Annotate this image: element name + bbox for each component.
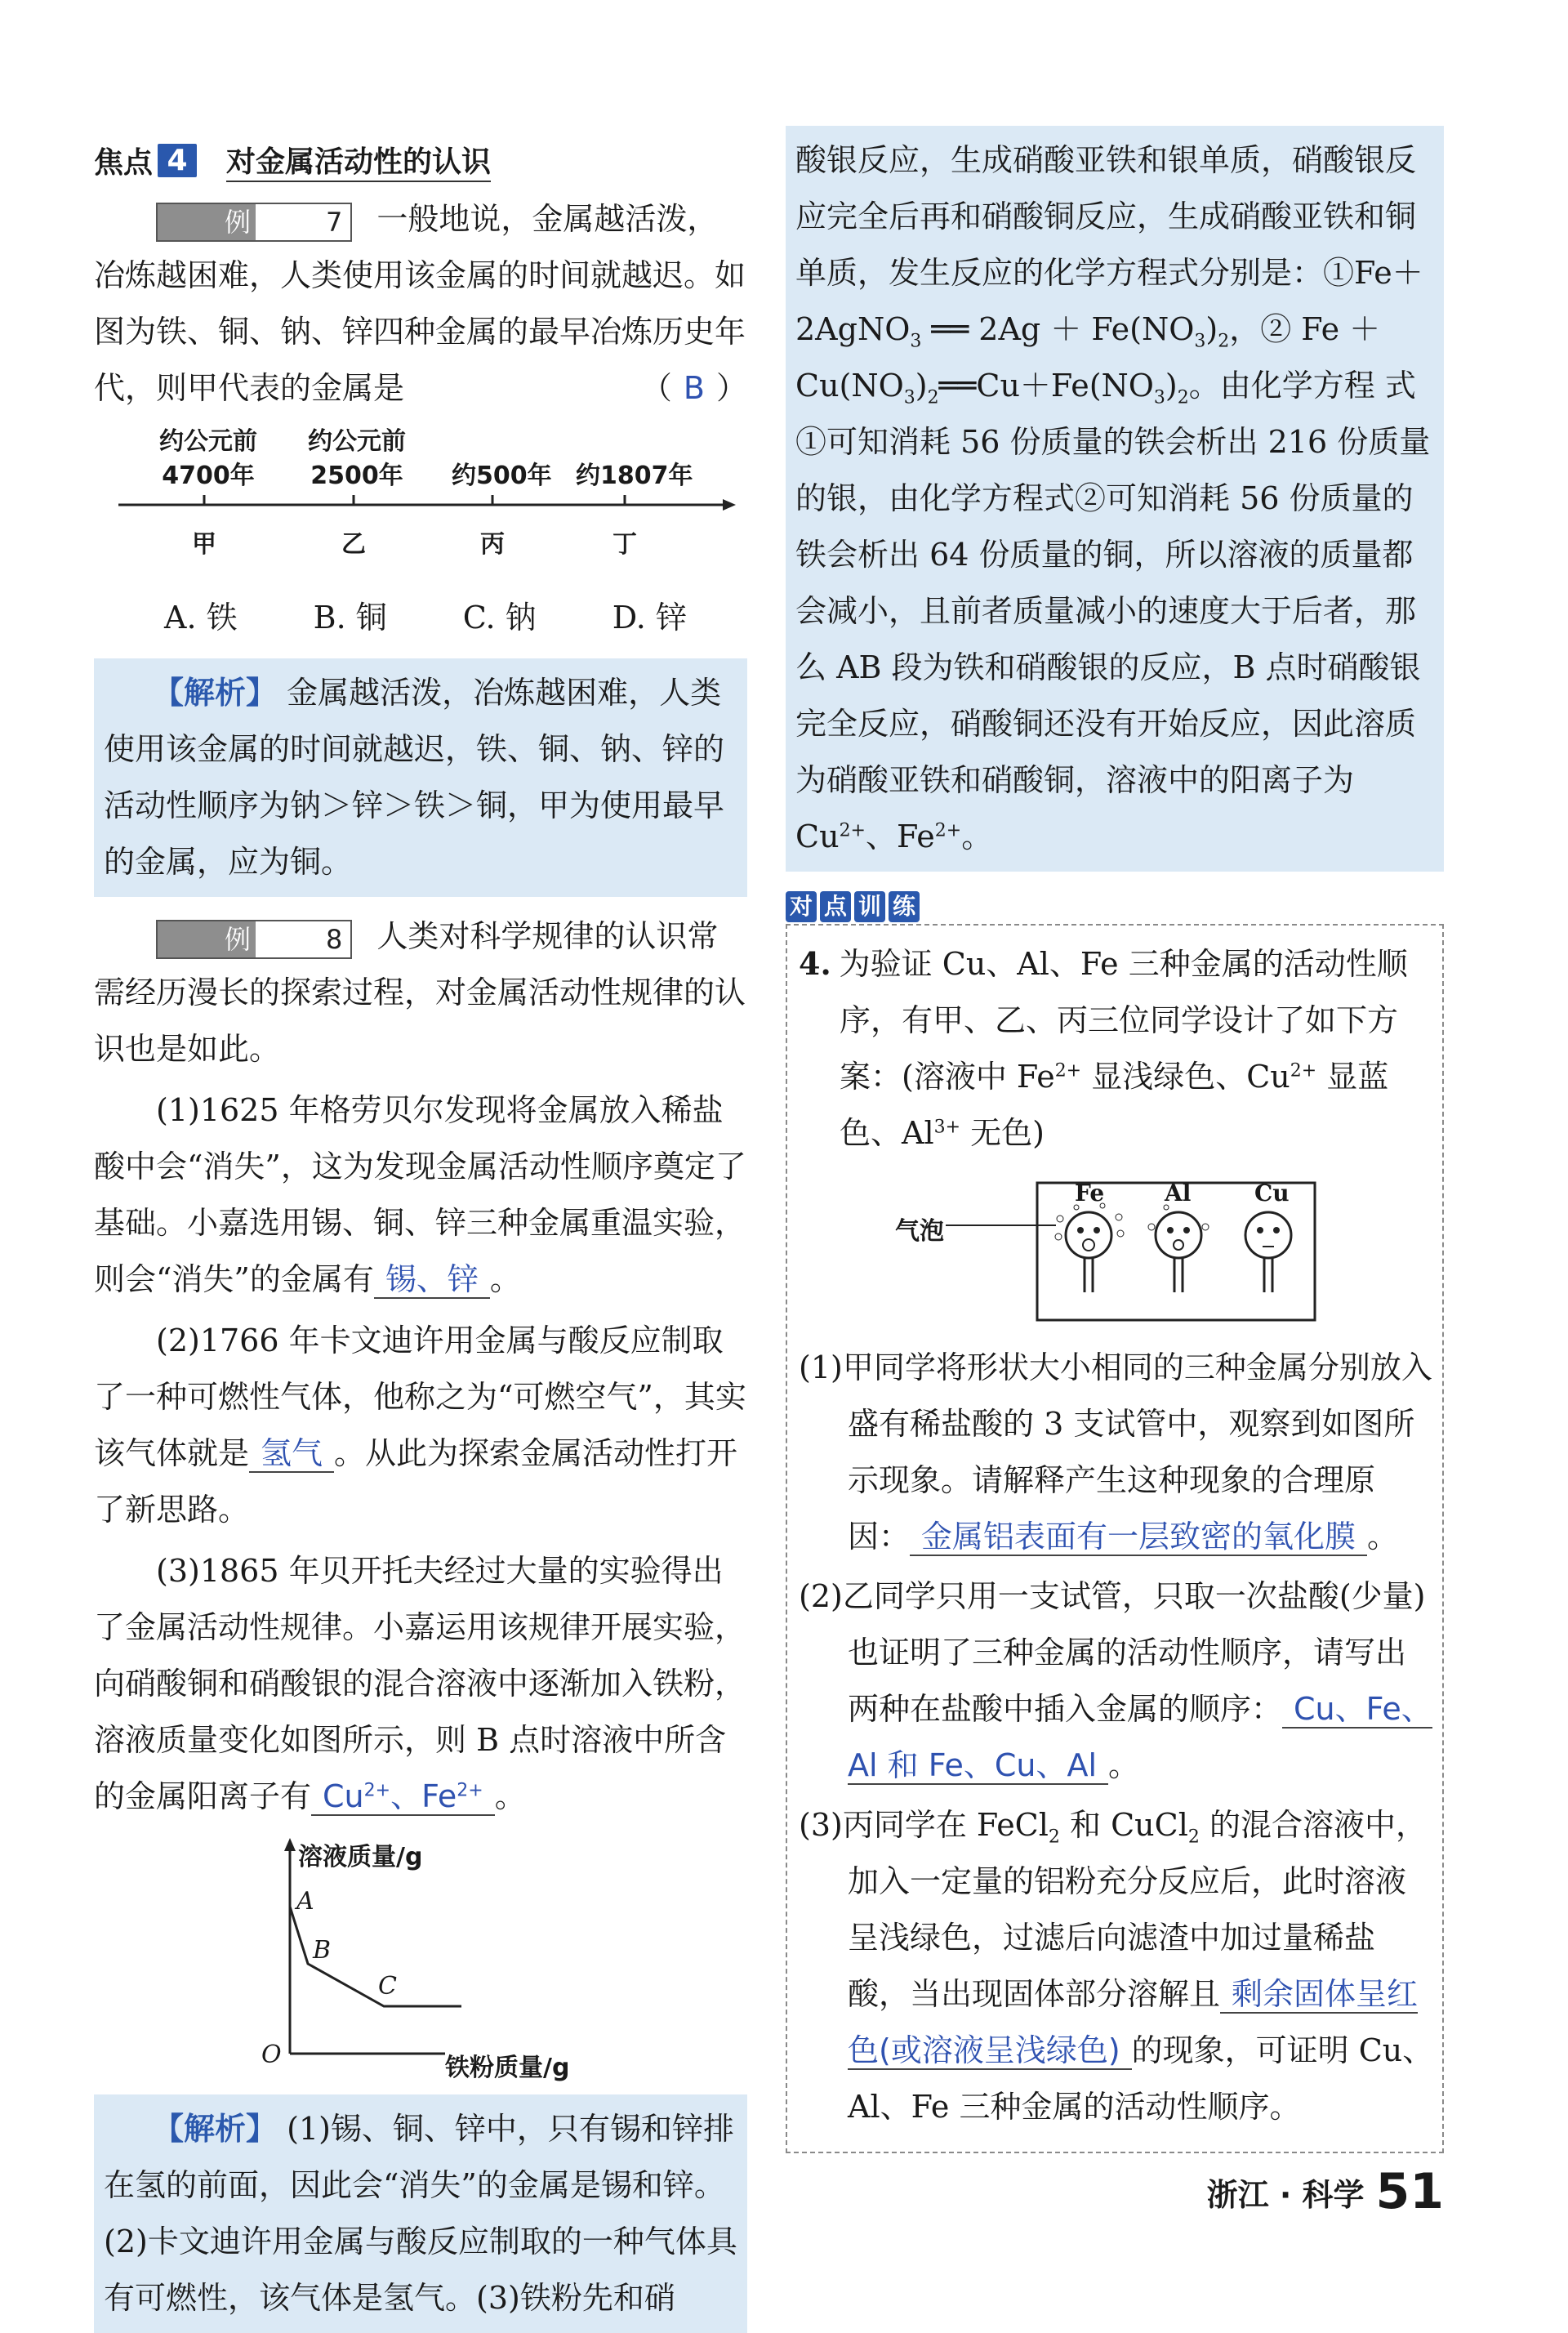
s1-answer: 金属铝表面有一层致密的氧化膜	[910, 1519, 1367, 1556]
practice-s3: (3)丙同学在 FeCl$_2$ 和 CuCl$_2$ 的混合溶液中，加入一定量的铝粉充分反应后，此时溶液呈浅绿色，过滤后向滤渣中加过量稀盐酸，当出现固体部分溶解且 剩余固体呈红色(或溶液呈浅绿色) 的现象，可证明 Cu、Al、Fe 三种金属的活动性顺序。	[799, 1807, 1434, 2125]
timeline-name-yi: 乙	[341, 530, 366, 559]
section-title: 对金属活动性的认识	[226, 139, 491, 182]
example-7-analysis: 【解析】 金属越活泼，冶炼越困难，人类使用该金属的时间就越迟，铁、铜、钠、锌的活动性顺序为钠＞锌＞铁＞铜，甲为使用最早的金属，应为铜。	[94, 658, 747, 897]
example-8-q1: (1)1625 年格劳贝尔发现将金属放入稀盐酸中会“消失”，这为发现金属活动性顺序奠定了基础。小嘉选用锡、铜、锌三种金属重温实验，则会“消失”的金属有 锡、锌 。	[94, 1092, 746, 1297]
graph-point-c: C	[378, 1972, 397, 2001]
example-8-analysis-left: 【解析】 (1)锡、铜、锌中，只有锡和锌排在氢的前面，因此会“消失”的金属是锡和锌。(2)卡文迪许用金属与酸反应制取的一种气体具有可燃性，该气体是氢气。(3)铁粉先和硝	[94, 2094, 747, 2333]
example-8-analysis-right: 酸银反应，生成硝酸亚铁和银单质，硝酸银反应完全后再和硝酸铜反应，生成硝酸亚铁和铜单质，发生反应的化学方程式分别是：①Fe＋ 2AgNO$_3$ ══ $2Ag + Fe(NO_3)_2$，② Fe ＋ $Cu(NO_3)_2══Cu+Fe(NO_3)_2$。由化学方程 式①可知消耗 56 份质量的铁会析出 216 份质量的银，由化学方程式②可知消耗 56 份质量的铁会析出 64 份质量的铜，所以溶液的质量都会减小，且前者质量减小的速度大于后者，那么 AB 段为铁和硝酸银的反应，B 点时硝酸银完全反应，硝酸铜还没有开始反应，因此溶质为硝酸亚铁和硝酸铜，溶液中的阳离子为 $Cu^{2+}$、$Fe^{2+}$。	[786, 126, 1444, 872]
graph-xlabel: 铁粉质量/g	[445, 2054, 570, 2082]
practice-box	[786, 924, 1444, 2153]
q2-answer: 氢气	[249, 1435, 334, 1473]
practice-tag: 对 点 训 练	[786, 891, 923, 922]
bubble-label: 气泡	[895, 1217, 944, 1246]
practice-s1: (1)甲同学将形状大小相同的三种金属分别放入盛有稀盐酸的 3 支试管中，观察到如图所示现象。请解释产生这种现象的合理原因： 金属铝表面有一层致密的氧化膜 。	[799, 1349, 1432, 1555]
example-8-q2: (2)1766 年卡文迪许用金属与酸反应制取了一种可燃性气体，他称之为“可燃空气”，其实该气体就是 氢气 。从此为探索金属活动性打开了新思路。	[94, 1323, 746, 1528]
analysis-label-2: 【解析】	[153, 2111, 278, 2147]
timeline-diagram	[94, 422, 747, 585]
example-8-intro: 例 8 人类对科学规律的认识常需经历漫长的探索过程，对金属活动性规律的认识也是如此。	[94, 918, 746, 1067]
timeline-name-ding: 丁	[612, 530, 637, 559]
graph-ylabel: 溶液质量/g	[298, 1843, 423, 1871]
timeline-name-jia: 甲	[192, 530, 216, 559]
section-label: 焦点	[94, 145, 154, 180]
timeline-label-4: 约1807年	[576, 462, 693, 490]
metal-figure	[799, 1170, 1434, 1333]
graph-point-a: A	[296, 1887, 314, 1916]
footer-text: 浙江 · 科学	[1206, 2176, 1365, 2213]
option-c: C. 钠	[462, 600, 537, 636]
example-7-question: 例 7 一般地说，金属越活泼，冶炼越困难，人类使用该金属的时间就越迟。如图为铁、铜、钠、锌四种金属的最早冶炼历史年代，则甲代表的金属是 （ B ）	[94, 201, 747, 406]
section-number: 4	[158, 144, 197, 177]
example-7-answer: B	[683, 370, 705, 406]
s2-answer: Cu、Fe、Al 和 Fe、Cu、Al	[848, 1691, 1432, 1783]
example-8-tag: 例 8	[156, 920, 352, 959]
label-al: Al	[1165, 1180, 1192, 1207]
option-d: D. 锌	[612, 600, 687, 636]
section-heading	[94, 129, 747, 191]
mass-graph	[94, 1833, 747, 2082]
q3-answer: $Cu^{2+}$、$Fe^{2+}$	[311, 1778, 495, 1816]
timeline-axis	[94, 422, 747, 585]
metal-figure-svg	[799, 1170, 1436, 1333]
timeline-label-1: 约公元前 4700年	[159, 427, 257, 490]
example-8-q3: (3)1865 年贝开托夫经过大量的实验得出了金属活动性规律。小嘉运用该规律开展实验，向硝酸铜和硝酸银的混合溶液中逐渐加入铁粉，溶液质量变化如图所示，则 B 点时溶液中所含的金属阳离子有 $Cu^{2+}$、$Fe^{2+}$ 。	[94, 1553, 746, 1814]
label-fe: Fe	[1075, 1180, 1105, 1207]
timeline-label-3: 约500年	[452, 462, 552, 490]
option-b: B. 铜	[313, 600, 387, 636]
right-column	[786, 126, 1444, 2153]
example-7-tag: 例 7	[156, 203, 352, 242]
s3-answer: 剩余固体呈红色(或溶液呈浅绿色)	[848, 1976, 1419, 2068]
example-7-options	[164, 585, 687, 650]
graph-origin: O	[261, 2041, 282, 2069]
practice-q4: 4. 为验证 Cu、Al、Fe 三种金属的活动性顺序，有甲、乙、丙三位同学设计了如下方案：(溶液中 $Fe^{2+}$ 显浅绿色、$Cu^{2+}$ 显蓝色、$Al^{3+}$ 无色)	[799, 945, 1408, 1151]
timeline-label-2: 约公元前 2500年	[308, 427, 406, 490]
page-footer	[1207, 2163, 1444, 2220]
label-cu: Cu	[1254, 1180, 1290, 1207]
analysis-label: 【解析】	[153, 675, 278, 711]
page-number: 51	[1375, 2163, 1444, 2220]
option-a: A. 铁	[164, 600, 238, 636]
left-column	[94, 129, 747, 2333]
timeline-name-bing: 丙	[480, 530, 505, 559]
graph-point-b: B	[313, 1936, 332, 1965]
q1-answer: 锡、锌	[374, 1261, 490, 1299]
practice-s2: (2)乙同学只用一支试管，只取一次盐酸(少量)也证明了三种金属的活动性顺序，请写出两种在盐酸中插入金属的顺序： Cu、Fe、Al 和 Fe、Cu、Al 。	[799, 1578, 1432, 1783]
